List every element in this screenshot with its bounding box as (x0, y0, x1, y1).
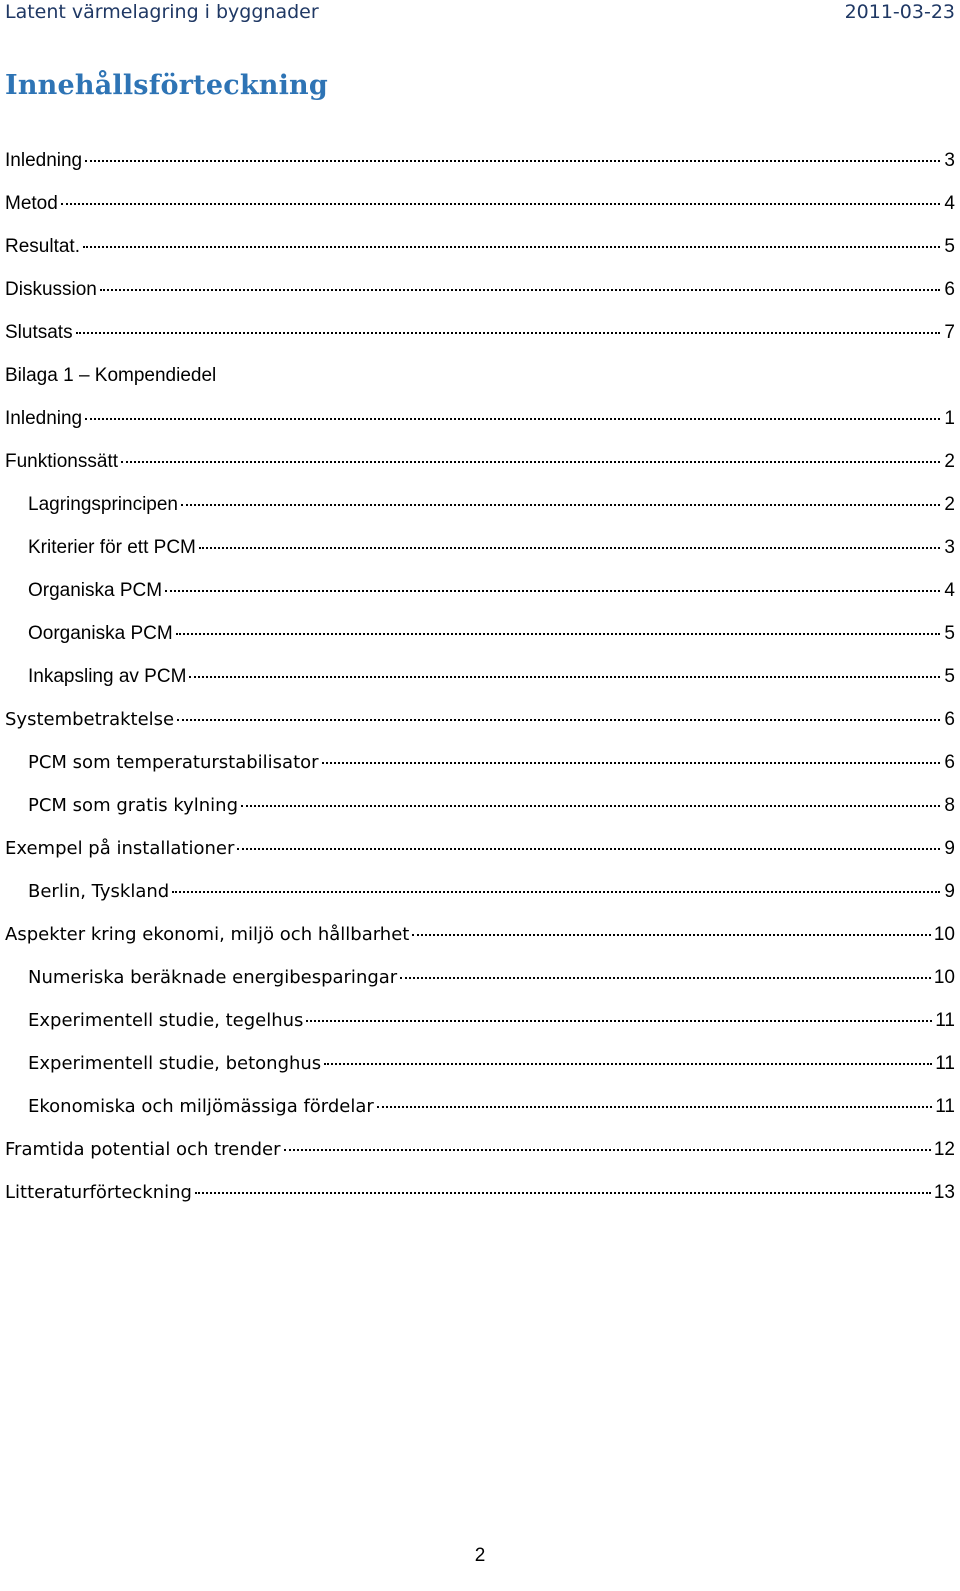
toc-entry[interactable] (5, 622, 955, 665)
document-date: 2011-03-23 (844, 1, 955, 23)
toc-entry-title: Inledning (5, 150, 83, 171)
toc-dot-leader (199, 546, 940, 549)
toc-heading: Innehållsförteckning (5, 70, 328, 101)
toc-entry-page: 7 (944, 322, 955, 343)
toc-entry[interactable] (5, 536, 955, 579)
toc-entry[interactable] (5, 923, 955, 966)
toc-entry-title: PCM som gratis kylning (28, 795, 239, 816)
toc-entry[interactable] (5, 708, 955, 751)
page-header (5, 0, 955, 26)
toc-entry-title: Ekonomiska och miljömässiga fördelar (28, 1096, 374, 1117)
toc-dot-leader (322, 761, 940, 764)
toc-entry[interactable] (5, 278, 955, 321)
page-number: 2 (474, 1545, 486, 1566)
toc-entry-title: Oorganiska PCM (28, 623, 173, 644)
toc-entry-page: 11 (935, 1010, 955, 1031)
toc-entry-title: Inkapsling av PCM (28, 666, 187, 687)
toc-dot-leader (195, 1191, 931, 1194)
toc-entry-page: 1 (944, 408, 955, 429)
toc-entry-page: 13 (933, 1182, 955, 1203)
toc-dot-leader (85, 159, 940, 162)
toc-entry-title: Berlin, Tyskland (28, 881, 170, 902)
toc-dot-leader (61, 202, 940, 205)
toc-dot-leader (177, 718, 940, 721)
toc-entry-title: Slutsats (5, 322, 73, 343)
toc-entry-title: PCM som temperaturstabilisator (28, 752, 319, 773)
toc-entry-page: 10 (933, 924, 955, 945)
toc-entry[interactable] (5, 837, 955, 880)
toc-entry-page: 4 (944, 580, 955, 601)
toc-entry-page: 6 (944, 279, 955, 300)
toc-entry-title: Kriterier för ett PCM (28, 537, 196, 558)
toc-entry[interactable] (5, 407, 955, 450)
toc-dot-leader (172, 890, 940, 893)
toc-dot-leader (181, 503, 940, 506)
toc-entry-page: 9 (944, 838, 955, 859)
toc-entry-title: Framtida potential och trender (5, 1139, 281, 1160)
table-of-contents (5, 149, 955, 1224)
toc-entry-page: 8 (944, 795, 955, 816)
toc-entry[interactable] (5, 966, 955, 1009)
toc-entry-page: 5 (944, 236, 955, 257)
toc-entry-title: Aspekter kring ekonomi, miljö och hållbarhet (5, 924, 410, 945)
toc-entry[interactable] (5, 1095, 955, 1138)
toc-entry[interactable] (5, 364, 955, 407)
toc-entry-page: 3 (944, 150, 955, 171)
toc-entry-title: Organiska PCM (28, 580, 163, 601)
toc-entry[interactable] (5, 1138, 955, 1181)
toc-dot-leader (377, 1105, 932, 1108)
toc-dot-leader (121, 460, 940, 463)
toc-entry[interactable] (5, 149, 955, 192)
toc-dot-leader (176, 632, 940, 635)
toc-entry-title: Diskussion (5, 279, 97, 300)
toc-entry-title: Numeriska beräknade energibesparingar (28, 967, 398, 988)
toc-entry-title: Metod (5, 193, 58, 214)
toc-entry[interactable] (5, 579, 955, 622)
toc-entry[interactable] (5, 665, 955, 708)
toc-entry[interactable] (5, 450, 955, 493)
toc-dot-leader (237, 847, 940, 850)
toc-entry[interactable] (5, 1052, 955, 1095)
toc-entry[interactable] (5, 235, 955, 278)
toc-entry-page: 10 (933, 967, 955, 988)
toc-entry-page: 2 (944, 451, 955, 472)
toc-entry-title: Resultat. (5, 236, 80, 257)
toc-entry-title: Lagringsprincipen (28, 494, 178, 515)
toc-dot-leader (76, 331, 940, 334)
toc-entry-title: Experimentell studie, betonghus (28, 1053, 322, 1074)
toc-entry-title: Exempel på installationer (5, 838, 235, 859)
toc-entry[interactable] (5, 1181, 955, 1224)
toc-entry-page: 6 (944, 752, 955, 773)
toc-entry-page: 12 (933, 1139, 955, 1160)
toc-entry[interactable] (5, 192, 955, 235)
document-title: Latent värmelagring i byggnader (5, 1, 319, 23)
toc-entry[interactable] (5, 794, 955, 837)
toc-entry[interactable] (5, 321, 955, 364)
toc-entry[interactable] (5, 493, 955, 536)
toc-entry-title: Inledning (5, 408, 83, 429)
toc-dot-leader (324, 1062, 932, 1065)
toc-entry-page: 4 (944, 193, 955, 214)
toc-entry[interactable] (5, 880, 955, 923)
toc-entry-title: Bilaga 1 – Kompendiedel (5, 365, 217, 386)
toc-dot-leader (241, 804, 940, 807)
toc-entry-title: Experimentell studie, tegelhus (28, 1010, 304, 1031)
toc-dot-leader (83, 245, 940, 248)
toc-entry-page: 11 (935, 1096, 955, 1117)
toc-dot-leader (85, 417, 940, 420)
toc-entry-title: Litteraturförteckning (5, 1182, 192, 1203)
toc-dot-leader (284, 1148, 931, 1151)
toc-entry-title: Systembetraktelse (5, 709, 175, 730)
toc-dot-leader (400, 976, 931, 979)
toc-entry-page: 3 (944, 537, 955, 558)
toc-entry[interactable] (5, 1009, 955, 1052)
toc-entry-page: 6 (944, 709, 955, 730)
toc-entry-page: 5 (944, 666, 955, 687)
toc-entry-page: 2 (944, 494, 955, 515)
toc-dot-leader (165, 589, 940, 592)
toc-dot-leader (189, 675, 940, 678)
toc-dot-leader (100, 288, 940, 291)
toc-dot-leader (412, 933, 931, 936)
toc-entry-title: Funktionssätt (5, 451, 118, 472)
toc-entry-page: 11 (935, 1053, 955, 1074)
toc-entry-page: 5 (944, 623, 955, 644)
toc-entry-page: 9 (944, 881, 955, 902)
toc-entry[interactable] (5, 751, 955, 794)
toc-dot-leader (306, 1019, 932, 1022)
